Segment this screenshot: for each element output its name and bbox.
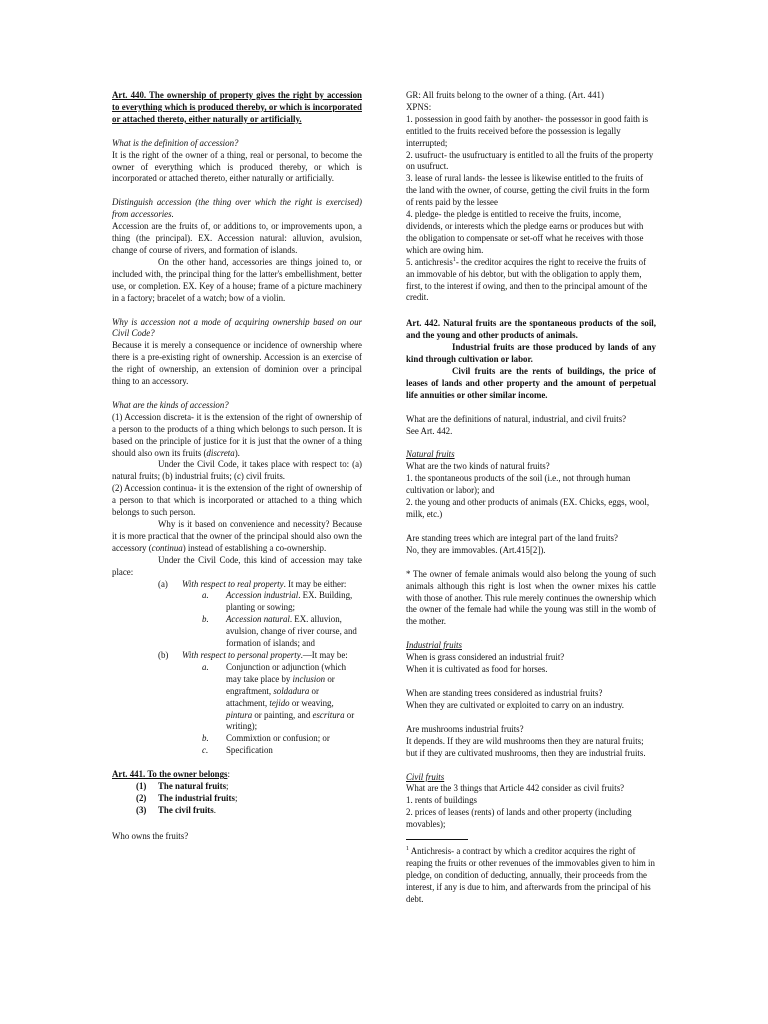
list-item-real-property: (a) With respect to real property. It may be either: bbox=[158, 578, 347, 589]
question-three-civil: What are the 3 things that Article 442 consider as civil fruits? bbox=[406, 783, 625, 794]
heading-civil-fruits: Civil fruits bbox=[406, 771, 445, 782]
question-two-kinds: What are the two kinds of natural fruits? bbox=[406, 461, 550, 472]
answer-see-article: See Art. 442. bbox=[406, 425, 453, 436]
art442-civil: Civil fruits are the rents of buildings, the price of leases of lands and other property and the amount of perpetual life annuities or other similar income. bbox=[406, 365, 656, 400]
general-rule: GR: All fruits belong to the owner of a thing. (Art. 441) bbox=[406, 90, 604, 100]
exception-1: 1. possession in good faith by another- the possessor in good faith is entitled to the fruits received before the possession is legally interrupted; bbox=[406, 113, 649, 148]
heading-natural-fruits: Natural fruits bbox=[406, 449, 455, 460]
question-standing-industrial: When are standing trees considered as industrial fruits? bbox=[406, 687, 603, 698]
answer-why: Because it is merely a consequence or incidence of ownership where there is a pre-existing right of ownership. Accession is an exercise of the right of ownership, an extension of dominion over a principal thing to an accessory. bbox=[112, 340, 362, 387]
list-item-natural-fruits: (1) The natural fruits; bbox=[136, 781, 229, 792]
question-grass: When is grass considered an industrial fruit? bbox=[406, 652, 565, 663]
list-item-civil-fruits: (3) The civil fruits. bbox=[136, 804, 216, 815]
answer-standing-trees: No, they are immovables. (Art.415[2]). bbox=[406, 544, 546, 555]
answer-mushrooms: It depends. If they are wild mushrooms then they are natural fruits; but if they are cultivated mushrooms, then they are industrial fruits. bbox=[406, 735, 646, 758]
question-why: Why is accession not a mode of acquiring ownership based on our Civil Code? bbox=[112, 316, 362, 339]
exception-4: 4. pledge- the pledge is entitled to receive the fruits, income, dividends, or interests which the pledge earns or produces but with the obligation to compensate or set-off what he receives with those which are owing him. bbox=[406, 209, 644, 255]
kinds-convenience: Why is it based on convenience and necessity? Because it is more practical that the owner of the principal should also own the accessory (continua) instead of establishing a co-ownership. bbox=[112, 519, 362, 553]
answer-distinguish-1: Accession are the fruits of, or additions to, or improvements upon, a thing (the principal). EX. Accession natural: alluvion, avulsion, change of course of rivers, and formation of islands. bbox=[112, 221, 362, 255]
civil-item-2: 2. prices of leases (rents) of lands and other property (including movables); bbox=[406, 807, 632, 830]
answer-grass: When it is cultivated as food for horses. bbox=[406, 664, 548, 675]
list-item-industrial-fruits: (2) The industrial fruits; bbox=[136, 792, 238, 803]
list-item-conjunction: a. Conjunction or adjunction (which may take place by inclusion or engraftment, soldadura or attachment, tejido or weaving, pintura or painting, and escritura or writing); bbox=[202, 661, 355, 732]
question-mushrooms: Are mushrooms industrial fruits? bbox=[406, 723, 524, 734]
heading-industrial-fruits: Industrial fruits bbox=[406, 640, 462, 651]
art440-heading: Art. 440. The ownership of property gives the right by accession to everything which is produced thereby, or which is incorporated or attached thereto, either naturally or artificially. bbox=[112, 90, 362, 124]
question-kinds: What are the kinds of accession? bbox=[112, 399, 229, 410]
art442-natural: Art. 442. Natural fruits are the spontaneous products of the soil, and the young and other products of animals. bbox=[406, 318, 656, 341]
answer-standing-industrial: When they are cultivated or exploited to carry on an industry. bbox=[406, 699, 625, 710]
footnote-antichresis: $^1$ Antichresis- a contract by which a creditor acquires the right of reaping the fruits or other revenues of the immovables given to him in pledge, on condition of deducting, annually, their proceeds from the interest, if any is due to him, and afterwards from the principal of his debt. bbox=[406, 846, 655, 904]
list-item-accession-natural: b. Accession natural. EX. alluvion, avulsion, change of river course, and formation of islands; and bbox=[202, 614, 357, 649]
art442-industrial: Industrial fruits are those produced by lands of any kind through cultivation or labor. bbox=[406, 342, 656, 365]
exception-3: 3. lease of rural lands- the lessee is likewise entitled to the fruits of the land with the owner, of course, getting the civil fruits in the form of rents paid by the lessee bbox=[406, 173, 650, 208]
natural-kind-2: 2. the young and other products of animals (EX. Chicks, eggs, wool, milk, etc.) bbox=[406, 497, 650, 519]
question-distinguish: Distinguish accession (the thing over which the right is exercised) from accessories. bbox=[112, 197, 362, 220]
footnote-divider bbox=[406, 839, 468, 840]
civil-item-1: 1. rents of buildings bbox=[406, 795, 477, 806]
list-item-personal-property: (b) With respect to personal property.—It may be: bbox=[158, 649, 348, 660]
list-item-commixtion: b. Commixtion or confusion; or bbox=[202, 733, 330, 744]
exception-2: 2. usufruct- the usufructuary is entitled to all the fruits of the property on usufruct. bbox=[406, 149, 654, 172]
natural-kind-1: 1. the spontaneous products of the soil (i.e., not through human cultivation or labor); and bbox=[406, 473, 631, 496]
question-who-owns: Who owns the fruits? bbox=[112, 830, 189, 841]
left-column bbox=[112, 90, 362, 843]
list-item-specification: c. Specification bbox=[202, 745, 273, 756]
question-definition: What is the definition of accession? bbox=[112, 137, 239, 148]
question-definitions: What are the definitions of natural, industrial, and civil fruits? bbox=[406, 413, 627, 424]
question-standing-trees: Are standing trees which are integral part of the land fruits? bbox=[406, 532, 618, 543]
exceptions-label: XPNS: bbox=[406, 101, 432, 112]
art441-heading: Art. 441. To the owner belongs: bbox=[112, 769, 230, 780]
kinds-civil-code-2: Under the Civil Code, this kind of accession may take place: bbox=[112, 554, 362, 577]
kinds-continua: (2) Accession continua- it is the extension of the right of ownership of a person to that which is incorporated or attached to a thing which belongs to such person. bbox=[112, 483, 362, 518]
exception-5: 5. antichresis$^1$- the creditor acquires the right to receive the fruits of an immovable of his debtor, but with the obligation to apply them, first, to the interest if owing, and then to the principal amount of the credit. bbox=[406, 256, 648, 303]
answer-definition: It is the right of the owner of a thing, real or personal, to become the owner of everything which is produced thereby, or which is incorporated or attached thereto, either naturally or artificially. bbox=[112, 149, 362, 184]
kinds-civil-code-1: Under the Civil Code, it takes place with respect to: (a) natural fruits; (b) industrial fruits; (c) civil fruits. bbox=[112, 459, 362, 482]
fruits-list bbox=[112, 781, 362, 817]
kinds-discreta: (1) Accession discreta- it is the extension of the right of ownership of a person to the products of a thing which belongs to such person. It is based on the principle of justice for it is just that the owner of a thing should also own its fruits (discreta). bbox=[112, 411, 362, 458]
right-column bbox=[406, 90, 656, 906]
list-item-accession-industrial: a. Accession industrial. EX. Building, planting or sowing; bbox=[202, 590, 353, 613]
note-female-animals: * The owner of female animals would also belong the young of such animals although this right is lost when the owner mixes his cattle with those of another. This rule merely continues the ownership which the owner of the female had while the young was still in the womb of the mother. bbox=[406, 568, 657, 627]
answer-distinguish-2: On the other hand, accessories are things joined to, or included with, the principal thing for the latter's embellishment, better use, or completion. EX. Key of a house; frame of a picture machinery in a factory; bracelet of a watch; bow of a violin. bbox=[112, 256, 362, 303]
